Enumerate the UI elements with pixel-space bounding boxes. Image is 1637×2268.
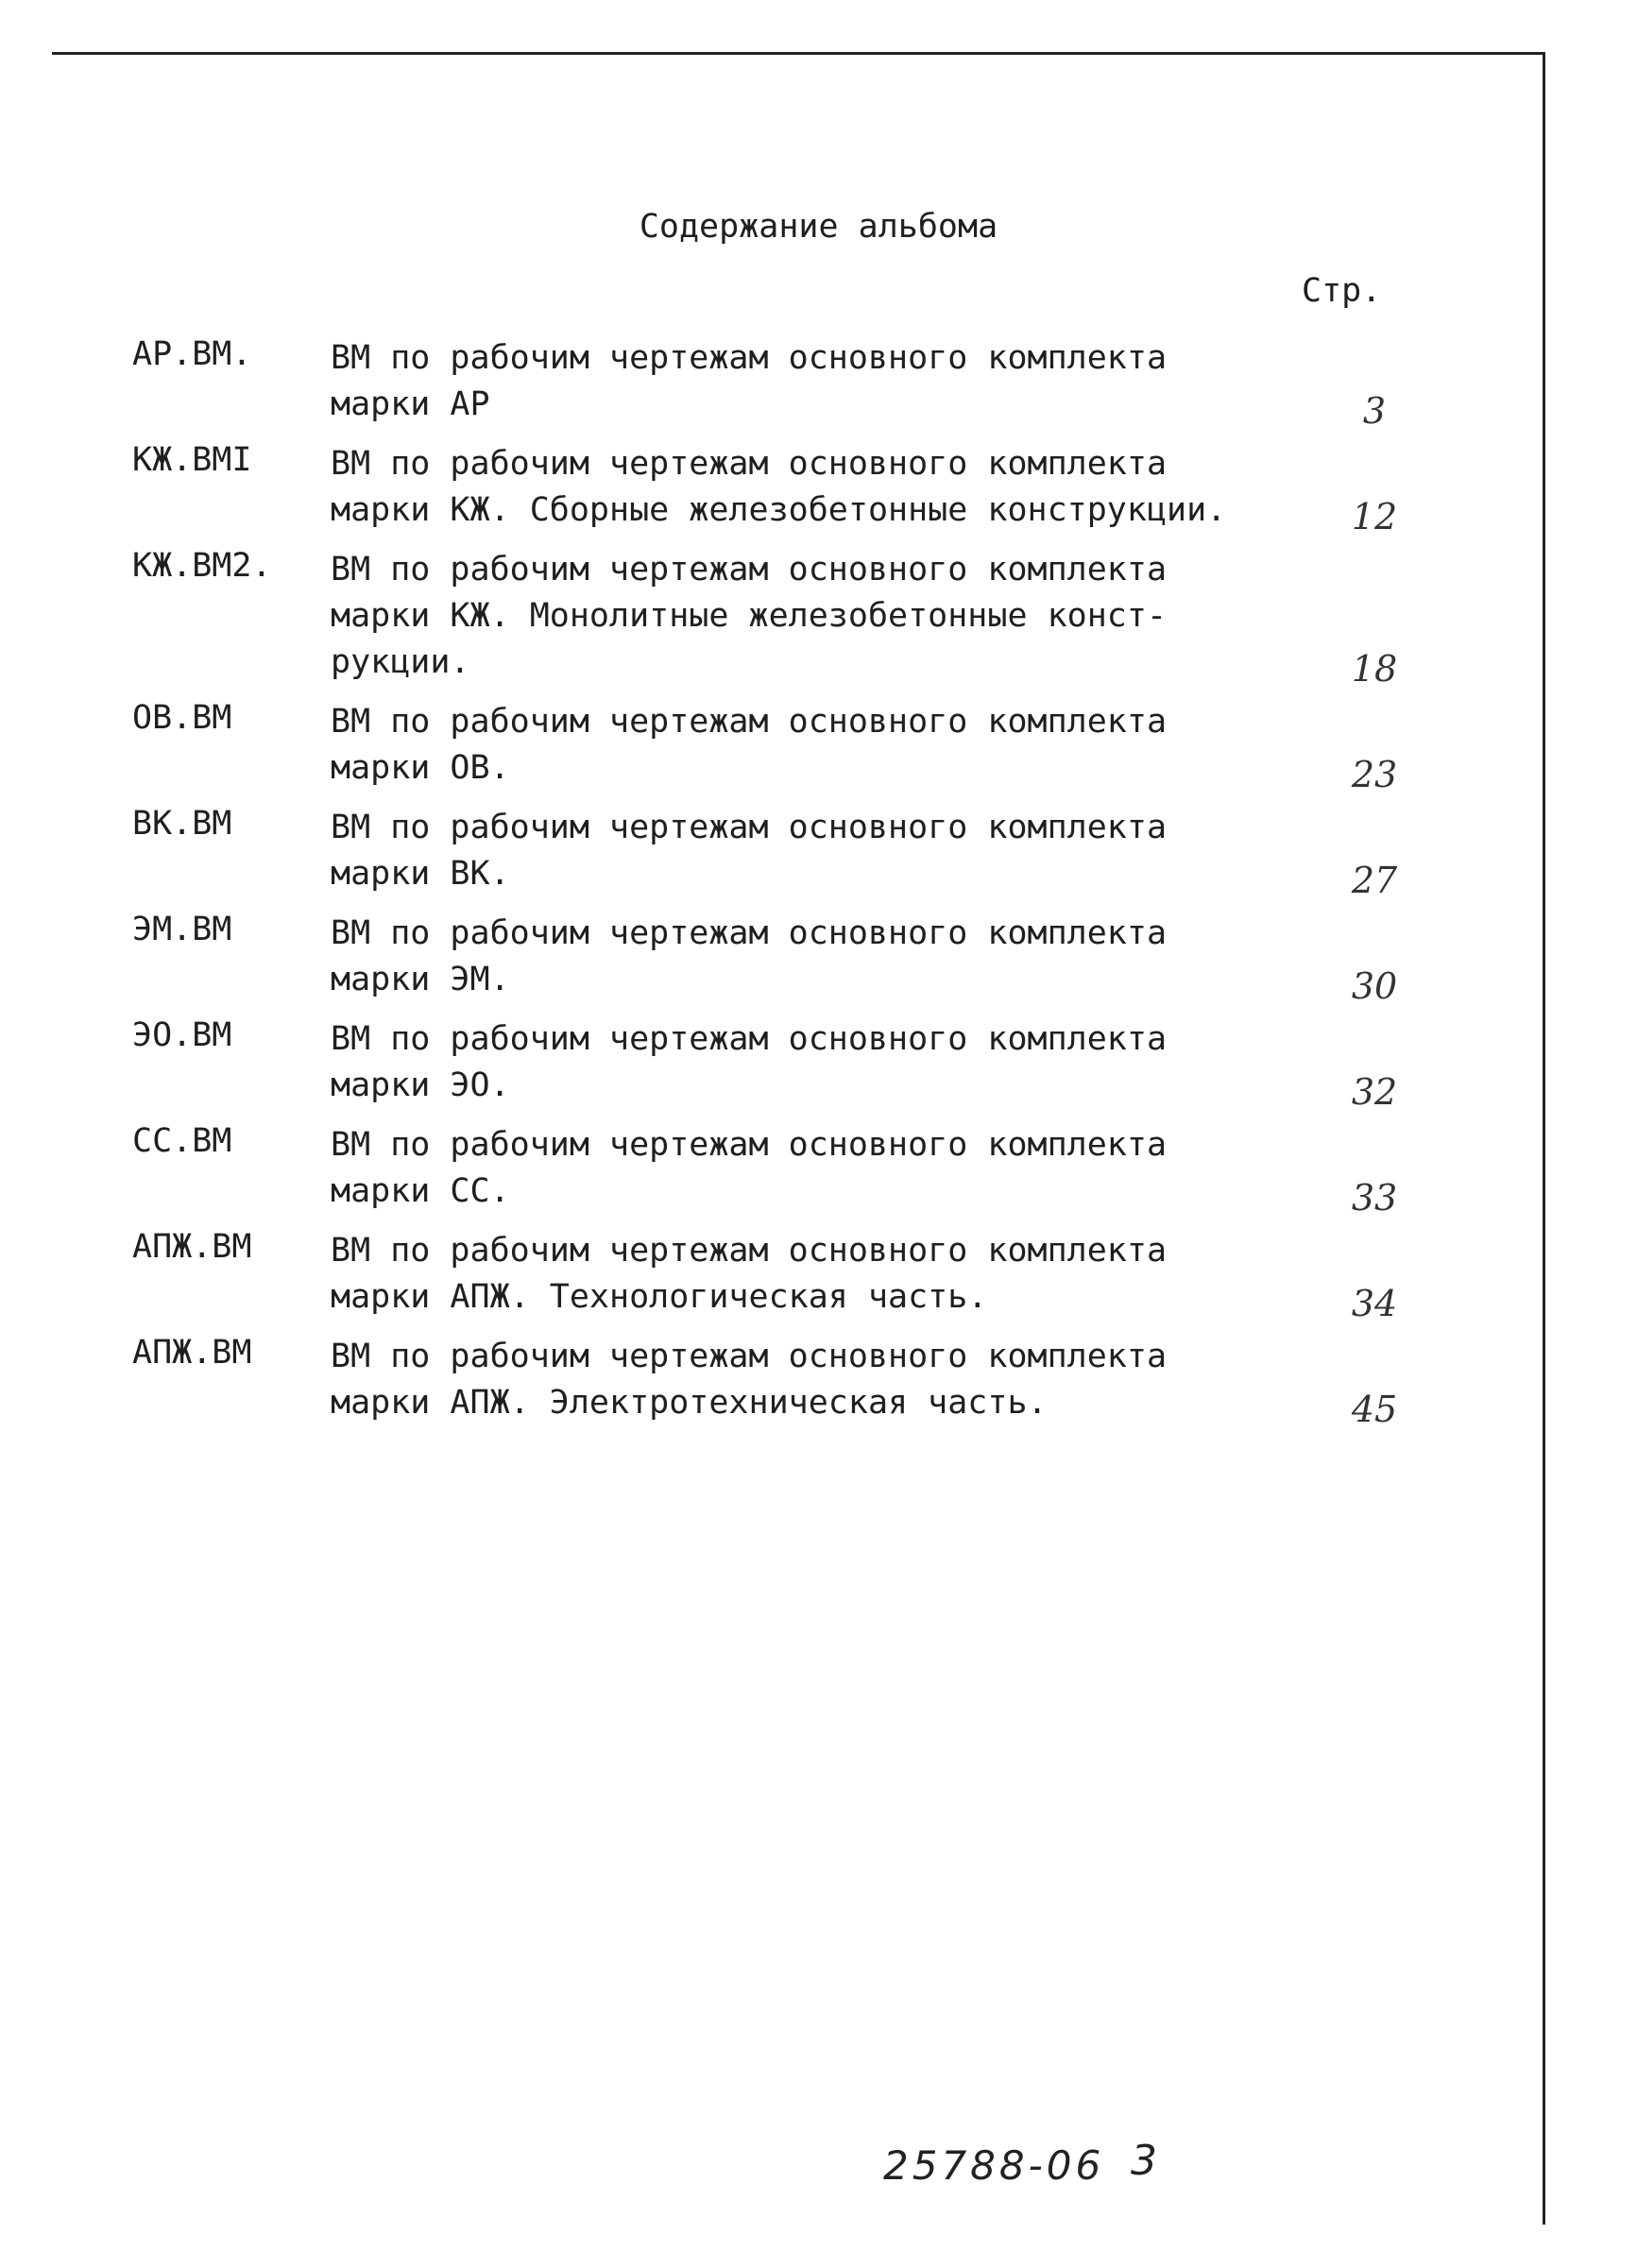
entry-code: АПЖ.ВМ bbox=[132, 1228, 252, 1266]
entry-page-number: 34 bbox=[1351, 1283, 1398, 1324]
entry-page-number: 12 bbox=[1351, 496, 1398, 537]
entry-description-line: марки КЖ. Сборные железобетонные конструкции. bbox=[331, 491, 1227, 529]
entry-code: КЖ.ВМ2. bbox=[132, 547, 272, 585]
entry-description bbox=[331, 911, 1275, 1003]
entry-page-number: 27 bbox=[1351, 860, 1398, 901]
frame-right-border bbox=[1543, 52, 1545, 2225]
contents-entry bbox=[132, 335, 1455, 432]
entry-page-number: 3 bbox=[1362, 390, 1387, 432]
entry-code: ЭМ.ВМ bbox=[132, 911, 232, 948]
entry-description-line: марки ЭМ. bbox=[331, 961, 510, 998]
contents-entry bbox=[132, 805, 1455, 901]
page-column-header: Стр. bbox=[1302, 272, 1382, 310]
entry-description bbox=[331, 1016, 1275, 1109]
entry-description bbox=[331, 335, 1275, 428]
entry-description-line: ВМ по рабочим чертежам основного комплекта bbox=[331, 809, 1168, 846]
contents-entry bbox=[132, 547, 1455, 690]
entry-page-number: 45 bbox=[1351, 1389, 1398, 1430]
entry-description-line: рукции. bbox=[331, 643, 470, 681]
entry-code: КЖ.ВМI bbox=[132, 441, 252, 479]
entry-description-line: марки ОВ. bbox=[331, 749, 510, 787]
contents-entry bbox=[132, 1016, 1455, 1113]
entry-description bbox=[331, 547, 1275, 686]
entry-code: СС.ВМ bbox=[132, 1122, 232, 1160]
entry-description bbox=[331, 441, 1275, 534]
entry-description-line: марки АПЖ. Технологическая часть. bbox=[331, 1278, 988, 1316]
sheet-number: 3 bbox=[1131, 2137, 1157, 2185]
entry-description-line: марки ВК. bbox=[331, 855, 510, 893]
entry-description-line: ВМ по рабочим чертежам основного комплекта bbox=[331, 551, 1168, 588]
entry-description-line: марки АР bbox=[331, 385, 490, 423]
entry-description bbox=[331, 1122, 1275, 1215]
entry-page-number: 32 bbox=[1351, 1071, 1398, 1113]
entry-description-line: марки КЖ. Монолитные железобетонные конст- bbox=[331, 597, 1168, 635]
entry-description-line: ВМ по рабочим чертежам основного комплекта bbox=[331, 1020, 1168, 1058]
entry-description-line: ВМ по рабочим чертежам основного комплекта bbox=[331, 339, 1168, 377]
frame-top-border bbox=[52, 52, 1544, 55]
entry-page-number: 30 bbox=[1351, 965, 1398, 1007]
entry-description-line: ВМ по рабочим чертежам основного комплекта bbox=[331, 1338, 1168, 1375]
contents-entry bbox=[132, 1228, 1455, 1324]
entry-code: АПЖ.ВМ bbox=[132, 1334, 252, 1372]
contents-entry bbox=[132, 699, 1455, 795]
page-title: Содержание альбома bbox=[639, 208, 998, 246]
entry-description-line: ВМ по рабочим чертежам основного комплекта bbox=[331, 445, 1168, 483]
document-number: 25788-06 bbox=[883, 2142, 1105, 2189]
entry-code: АР.ВМ. bbox=[132, 335, 252, 373]
entry-code: ЭО.ВМ bbox=[132, 1016, 232, 1054]
contents-entry bbox=[132, 1122, 1455, 1219]
entry-description bbox=[331, 1228, 1275, 1321]
entry-description bbox=[331, 699, 1275, 792]
entry-description-line: ВМ по рабочим чертежам основного комплекта bbox=[331, 703, 1168, 741]
entry-code: ВК.ВМ bbox=[132, 805, 232, 843]
contents-entry bbox=[132, 441, 1455, 537]
entry-description bbox=[331, 805, 1275, 897]
entry-code: ОВ.ВМ bbox=[132, 699, 232, 737]
entry-description-line: марки ЭО. bbox=[331, 1066, 510, 1104]
entry-page-number: 33 bbox=[1351, 1177, 1398, 1219]
entry-description-line: ВМ по рабочим чертежам основного комплекта bbox=[331, 914, 1168, 952]
entry-page-number: 18 bbox=[1351, 648, 1398, 690]
entry-description-line: ВМ по рабочим чертежам основного комплекта bbox=[331, 1126, 1168, 1164]
contents-entry bbox=[132, 911, 1455, 1007]
entry-description bbox=[331, 1334, 1275, 1426]
entry-description-line: марки АПЖ. Электротехническая часть. bbox=[331, 1384, 1048, 1422]
entry-description-line: марки СС. bbox=[331, 1172, 510, 1210]
entry-page-number: 23 bbox=[1351, 754, 1398, 795]
entry-description-line: ВМ по рабочим чертежам основного комплекта bbox=[331, 1232, 1168, 1270]
contents-list bbox=[132, 335, 1455, 1440]
contents-entry bbox=[132, 1334, 1455, 1430]
